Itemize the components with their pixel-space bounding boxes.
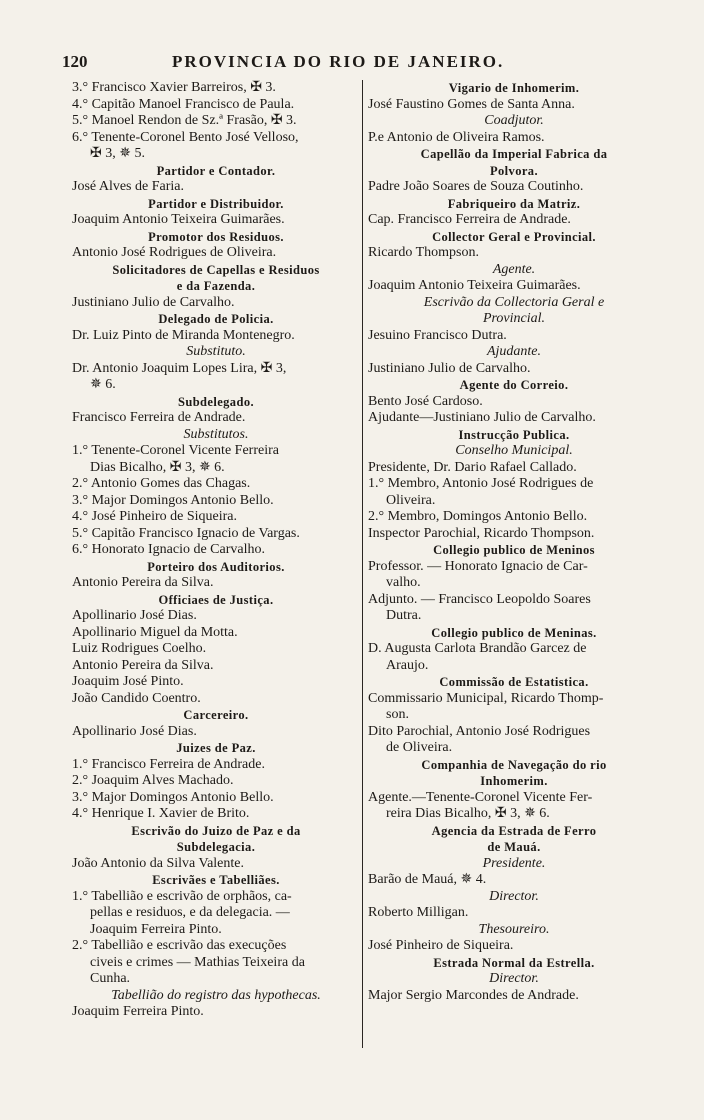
section-heading: Collegio publico de Meninos <box>433 543 595 557</box>
entry-line: 2.° Tabellião e escrivão das execuções <box>72 938 287 953</box>
entry-line: Ricardo Thompson. <box>368 245 479 260</box>
entry-line: Roberto Milligan. <box>368 905 469 920</box>
entry-line: Jesuino Francisco Dutra. <box>368 327 507 343</box>
entry-line: Commissario Municipal, Ricardo Thomp- <box>368 690 604 706</box>
entry-continuation: Dias Bicalho, ✠ 3, ✵ 6. <box>90 459 225 475</box>
page-header <box>60 52 660 76</box>
role-subheading: Conselho Municipal. <box>455 443 573 458</box>
role-subheading: Substitutos. <box>183 426 249 442</box>
role-subheading: Coadjutor. <box>484 113 544 128</box>
entry-continuation: Cunha. <box>90 971 131 986</box>
entry-line: José Alves de Faria. <box>72 179 184 194</box>
entry-continuation: ✵ 6. <box>90 377 116 392</box>
entry-line: José Faustino Gomes de Santa Anna. <box>368 96 575 112</box>
entry-continuation: valho. <box>386 575 421 590</box>
entry-line: Inspector Parochial, Ricardo Thompson. <box>368 525 595 541</box>
entry-line: 5.° Capitão Francisco Ignacio de Vargas. <box>72 525 300 541</box>
entry-line: Dr. Antonio Joaquim Lopes Lira, ✠ 3, <box>72 360 287 376</box>
entry-line: 3.° Francisco Xavier Barreiros, ✠ 3. <box>72 80 276 95</box>
entry-line: Antonio Pereira da Silva. <box>72 575 214 590</box>
section-heading: de Mauá. <box>487 840 541 854</box>
entry-line: Justiniano Julio de Carvalho. <box>72 294 235 310</box>
section-heading: Partidor e Contador. <box>156 163 276 178</box>
entry-line: Luiz Rodrigues Coelho. <box>72 641 207 656</box>
entry-continuation: ✠ 3, ✵ 5. <box>90 146 145 161</box>
section-heading: Officiaes de Justiça. <box>158 592 274 607</box>
entry-continuation: de Oliveira. <box>386 740 453 755</box>
entry-line: 4.° Capitão Manoel Francisco de Paula. <box>72 96 295 112</box>
entry-line: João Antonio da Silva Valente. <box>72 855 244 871</box>
right-column <box>368 80 660 1004</box>
page-number: 120 <box>62 52 88 71</box>
section-heading: Promotor dos Residuos. <box>148 229 284 244</box>
entry-continuation: Araujo. <box>386 657 429 673</box>
entry-line: 2.° Joaquim Alves Machado. <box>72 773 234 788</box>
entry-line: Apollinario José Dias. <box>72 723 197 739</box>
entry-line: Barão de Mauá, ✵ 4. <box>368 872 487 887</box>
section-heading: Collegio publico de Meninas. <box>431 625 597 640</box>
entry-line: Cap. Francisco Ferreira de Andrade. <box>368 212 571 227</box>
entry-line: Joaquim Antonio Teixeira Guimarães. <box>368 278 581 293</box>
role-subheading: Presidente. <box>482 855 546 871</box>
section-heading: Instrucção Publica. <box>458 427 570 442</box>
entry-line: 1.° Tabellião e escrivão de orphãos, ca- <box>72 888 292 904</box>
role-subheading: Director. <box>489 971 539 986</box>
entry-line: Antonio Pereira da Silva. <box>72 657 214 673</box>
entry-line: D. Augusta Carlota Brandão Garcez de <box>368 641 587 656</box>
entry-continuation: son. <box>386 707 409 722</box>
entry-line: Antonio José Rodrigues de Oliveira. <box>72 245 277 260</box>
section-heading: Capellão da Imperial Fabrica da <box>420 147 608 161</box>
role-subheading: Agente. <box>492 261 536 277</box>
entry-line: 1.° Membro, Antonio José Rodrigues de <box>368 476 594 491</box>
section-heading: Solicitadores de Capellas e Residuos <box>112 262 320 277</box>
left-column <box>72 80 360 1021</box>
section-heading: Companhia de Navegação do rio <box>421 757 607 772</box>
entry-line: Apollinario Miguel da Motta. <box>72 624 238 640</box>
entry-line: Professor. — Honorato Ignacio de Car- <box>368 558 588 574</box>
entry-line: Dito Parochial, Antonio José Rodrigues <box>368 723 591 739</box>
entry-line: Dr. Luiz Pinto de Miranda Montenegro. <box>72 327 295 343</box>
section-heading: Subdelegado. <box>177 394 254 409</box>
section-heading: Delegado de Policia. <box>158 312 274 326</box>
role-subheading: Ajudante. <box>486 344 542 359</box>
section-heading: e da Fazenda. <box>176 279 256 293</box>
role-subheading: Thesoureiro. <box>478 921 550 937</box>
section-heading: Estrada Normal da Estrella. <box>433 955 595 970</box>
section-heading: Escrivão do Juizo de Paz e da <box>131 823 301 838</box>
section-heading: Agente do Correio. <box>459 378 569 392</box>
section-heading: Agencia da Estrada de Ferro <box>431 823 597 838</box>
entry-line: Adjunto. — Francisco Leopoldo Soares <box>368 591 591 607</box>
entry-line: 5.° Manoel Rendon de Sz.ª Frasão, ✠ 3. <box>72 113 297 128</box>
entry-line: Ajudante—Justiniano Julio de Carvalho. <box>368 410 596 425</box>
entry-line: Joaquim José Pinto. <box>72 674 184 689</box>
role-subheading: Director. <box>489 888 539 904</box>
page-title: PROVINCIA DO RIO DE JANEIRO. <box>172 52 505 71</box>
role-subheading: Substituto. <box>186 344 246 359</box>
entry-line: João Candido Coentro. <box>72 690 201 706</box>
entry-continuation: Joaquim Ferreira Pinto. <box>90 921 222 937</box>
entry-line: Joaquim Ferreira Pinto. <box>72 1004 204 1019</box>
entry-line: P.e Antonio de Oliveira Ramos. <box>368 129 545 145</box>
entry-continuation: Dutra. <box>386 608 422 623</box>
section-heading: Vigario de Inhomerim. <box>448 81 580 95</box>
column-divider <box>362 80 363 1048</box>
entry-line: Justiniano Julio de Carvalho. <box>368 360 531 376</box>
entry-line: Padre João Soares de Souza Coutinho. <box>368 179 584 194</box>
entry-continuation: reira Dias Bicalho, ✠ 3, ✵ 6. <box>386 806 550 821</box>
entry-line: Agente.—Tenente-Coronel Vicente Fer- <box>368 789 593 805</box>
entry-line: Apollinario José Dias. <box>72 608 197 623</box>
entry-line: 6.° Tenente-Coronel Bento José Velloso, <box>72 129 299 145</box>
entry-line: 4.° José Pinheiro de Siqueira. <box>72 509 238 524</box>
entry-line: 2.° Membro, Domingos Antonio Bello. <box>368 509 588 524</box>
section-heading: Polvora. <box>490 163 538 178</box>
section-heading: Inhomerim. <box>480 774 548 788</box>
role-subheading: Tabellião do registro das hypothecas. <box>111 987 321 1003</box>
entry-line: Joaquim Antonio Teixeira Guimarães. <box>72 212 285 227</box>
section-heading: Porteiro dos Auditorios. <box>147 559 285 574</box>
entry-line: 2.° Antonio Gomes das Chagas. <box>72 476 251 491</box>
section-heading: Escrivães e Tabelliães. <box>152 873 280 887</box>
section-heading: Fabriqueiro da Matriz. <box>447 196 581 211</box>
entry-line: Bento José Cardoso. <box>368 393 483 409</box>
entry-line: José Pinheiro de Siqueira. <box>368 938 514 953</box>
entry-line: 1.° Tenente-Coronel Vicente Ferreira <box>72 443 279 458</box>
entry-continuation: Oliveira. <box>386 492 436 508</box>
entry-line: Francisco Ferreira de Andrade. <box>72 410 246 425</box>
section-heading: Carcereiro. <box>183 708 249 722</box>
entry-line: Presidente, Dr. Dario Rafael Callado. <box>368 459 577 475</box>
section-heading: Partidor e Distribuidor. <box>148 196 284 211</box>
entry-line: Major Sergio Marcondes de Andrade. <box>368 987 579 1003</box>
section-heading: Subdelegacia. <box>176 840 256 854</box>
entry-line: 1.° Francisco Ferreira de Andrade. <box>72 756 265 772</box>
entry-line: 6.° Honorato Ignacio de Carvalho. <box>72 542 265 557</box>
section-heading: Juizes de Paz. <box>176 741 256 755</box>
entry-continuation: pellas e residuos, e da delegacia. — <box>90 905 290 920</box>
entry-line: 3.° Major Domingos Antonio Bello. <box>72 789 274 805</box>
entry-line: 4.° Henrique I. Xavier de Brito. <box>72 806 250 821</box>
section-heading: Collector Geral e Provincial. <box>432 229 596 244</box>
role-subheading: Escrivão da Collectoria Geral e <box>423 294 605 310</box>
role-subheading: Provincial. <box>482 311 546 326</box>
entry-line: 3.° Major Domingos Antonio Bello. <box>72 492 274 508</box>
section-heading: Commissão de Estatistica. <box>439 675 589 689</box>
entry-continuation: civeis e crimes — Mathias Teixeira da <box>90 954 305 970</box>
